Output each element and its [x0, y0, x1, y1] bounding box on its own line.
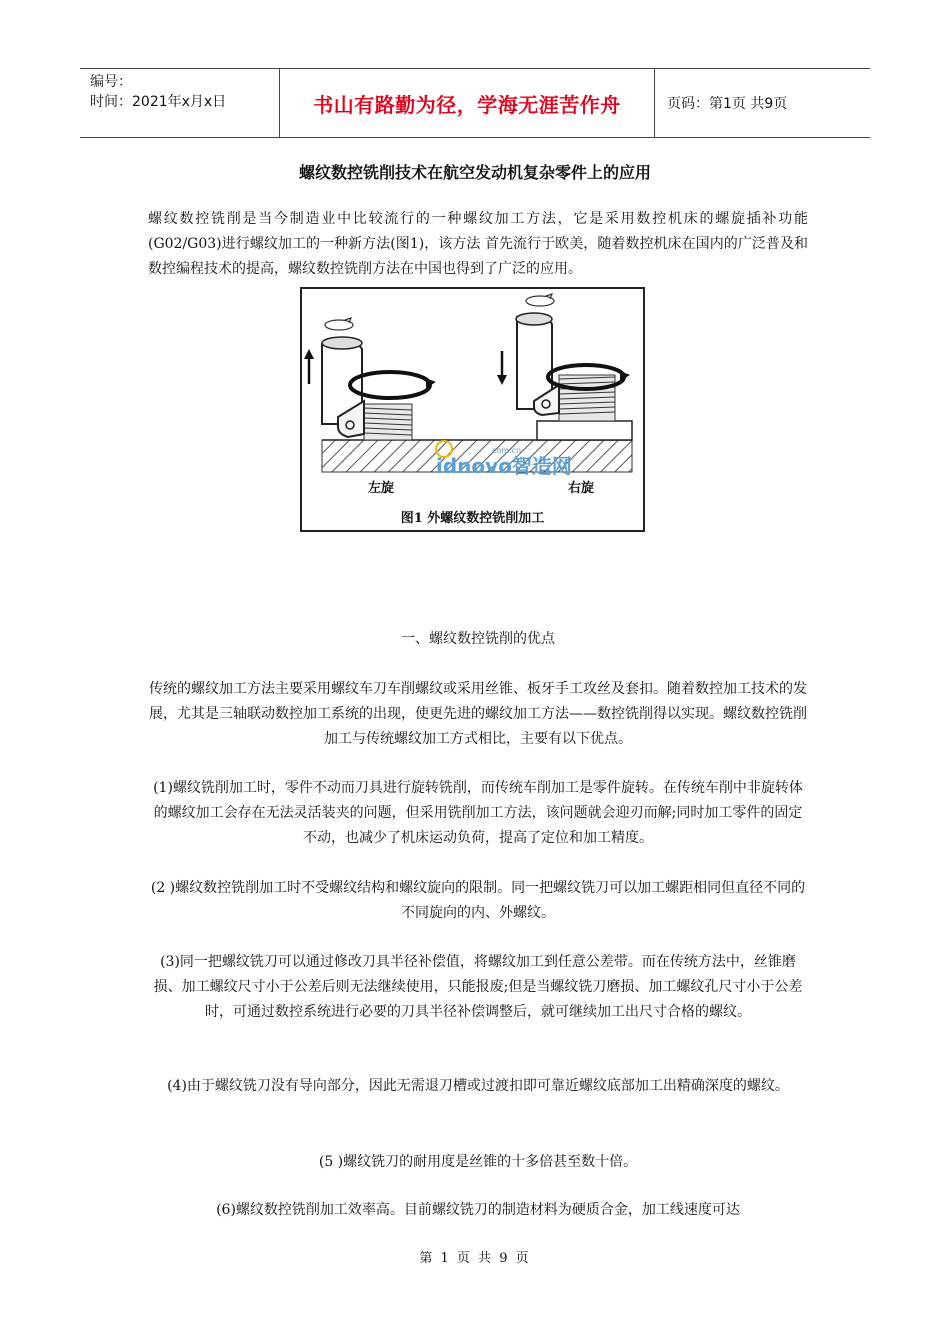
figure-caption: 图1 外螺纹数控铣削加工	[400, 511, 545, 526]
left-tool	[304, 318, 436, 440]
figure-1	[300, 287, 645, 532]
time-label: 时间：2021年x月x日	[90, 94, 227, 110]
advantage-item-6: (6)螺纹数控铣削加工效率高。目前螺纹铣刀的制造材料为硬质合金，加工线速度可达	[216, 1202, 740, 1218]
section-heading: 一、螺纹数控铣削的优点	[401, 631, 555, 647]
document-header	[80, 68, 870, 138]
document-title: 螺纹数控铣削技术在航空发动机复杂零件上的应用	[298, 163, 651, 182]
header-page-label: 页码：第1页 共9页	[667, 96, 788, 112]
right-hand-label: 右旋	[568, 481, 595, 496]
right-tool	[497, 294, 632, 440]
page-footer: 第 1 页 共 9 页	[419, 1251, 531, 1266]
advantage-item-1: (1)螺纹铣削加工时，零件不动而刀具进行旋转铣削，而传统车削加工是零件旋转。在传统车削中非旋转体的螺纹加工会存在无法灵活装夹的问题，但采用铣削加工方法，该问题就会迎刃而解;同时加工零件的固定不动，也减少了机床运动负荷，提高了定位和加工精度。	[153, 780, 803, 846]
number-label: 编号：	[90, 74, 132, 90]
header-meta	[80, 69, 280, 137]
advantage-item-3: (3)同一把螺纹铣刀可以通过修改刀具半径补偿值，将螺纹加工到任意公差带。而在传统方法中，丝锥磨损、加工螺纹尺寸小于公差后则无法继续使用，只能报废;但是当螺纹铣刀磨损、加工螺纹孔尺寸小于公差时，可通过数控系统进行必要的刀具半径补偿调整后，就可继续加工出尺寸合格的螺纹。	[153, 954, 803, 1020]
advantage-item-4: (4)由于螺纹铣刀没有导向部分，因此无需退刀槽或过渡扣即可靠近螺纹底部加工出精确深度的螺纹。	[167, 1078, 789, 1094]
left-hand-label: 左旋	[368, 481, 395, 496]
header-motto: 书山有路勤为径，学海无涯苦作舟	[280, 69, 655, 137]
watermark-text: idnovo智造网	[436, 454, 572, 478]
intro-paragraph: 螺纹数控铣削是当今制造业中比较流行的一种螺纹加工方法，它是采用数控机床的螺旋插补功能(G02/G03)进行螺纹加工的一种新方法(图1)，该方法 首先流行于欧美，随着数控机床在国内的广泛普及和数控编程技术的提高，螺纹数控铣削方法在中国也得到了广泛的应用。	[148, 211, 808, 277]
watermark-small-text: com.cn	[492, 446, 522, 455]
advantage-item-2: (2 )螺纹数控铣削加工时不受螺纹结构和螺纹旋向的限制。同一把螺纹铣刀可以加工螺距相同但直径不同的不同旋向的内、外螺纹。	[150, 880, 806, 921]
advantage-item-5: (5 )螺纹铣刀的耐用度是丝锥的十多倍甚至数十倍。	[318, 1154, 638, 1170]
section-paragraph-1: 传统的螺纹加工方法主要采用螺纹车刀车削螺纹或采用丝锥、板牙手工攻丝及套扣。随着数控加工技术的发展，尤其是三轴联动数控加工系统的出现，使更先进的螺纹加工方法——数控铣削得以实现。螺纹数控铣削加工与传统螺纹加工方式相比，主要有以下优点。	[149, 681, 807, 747]
